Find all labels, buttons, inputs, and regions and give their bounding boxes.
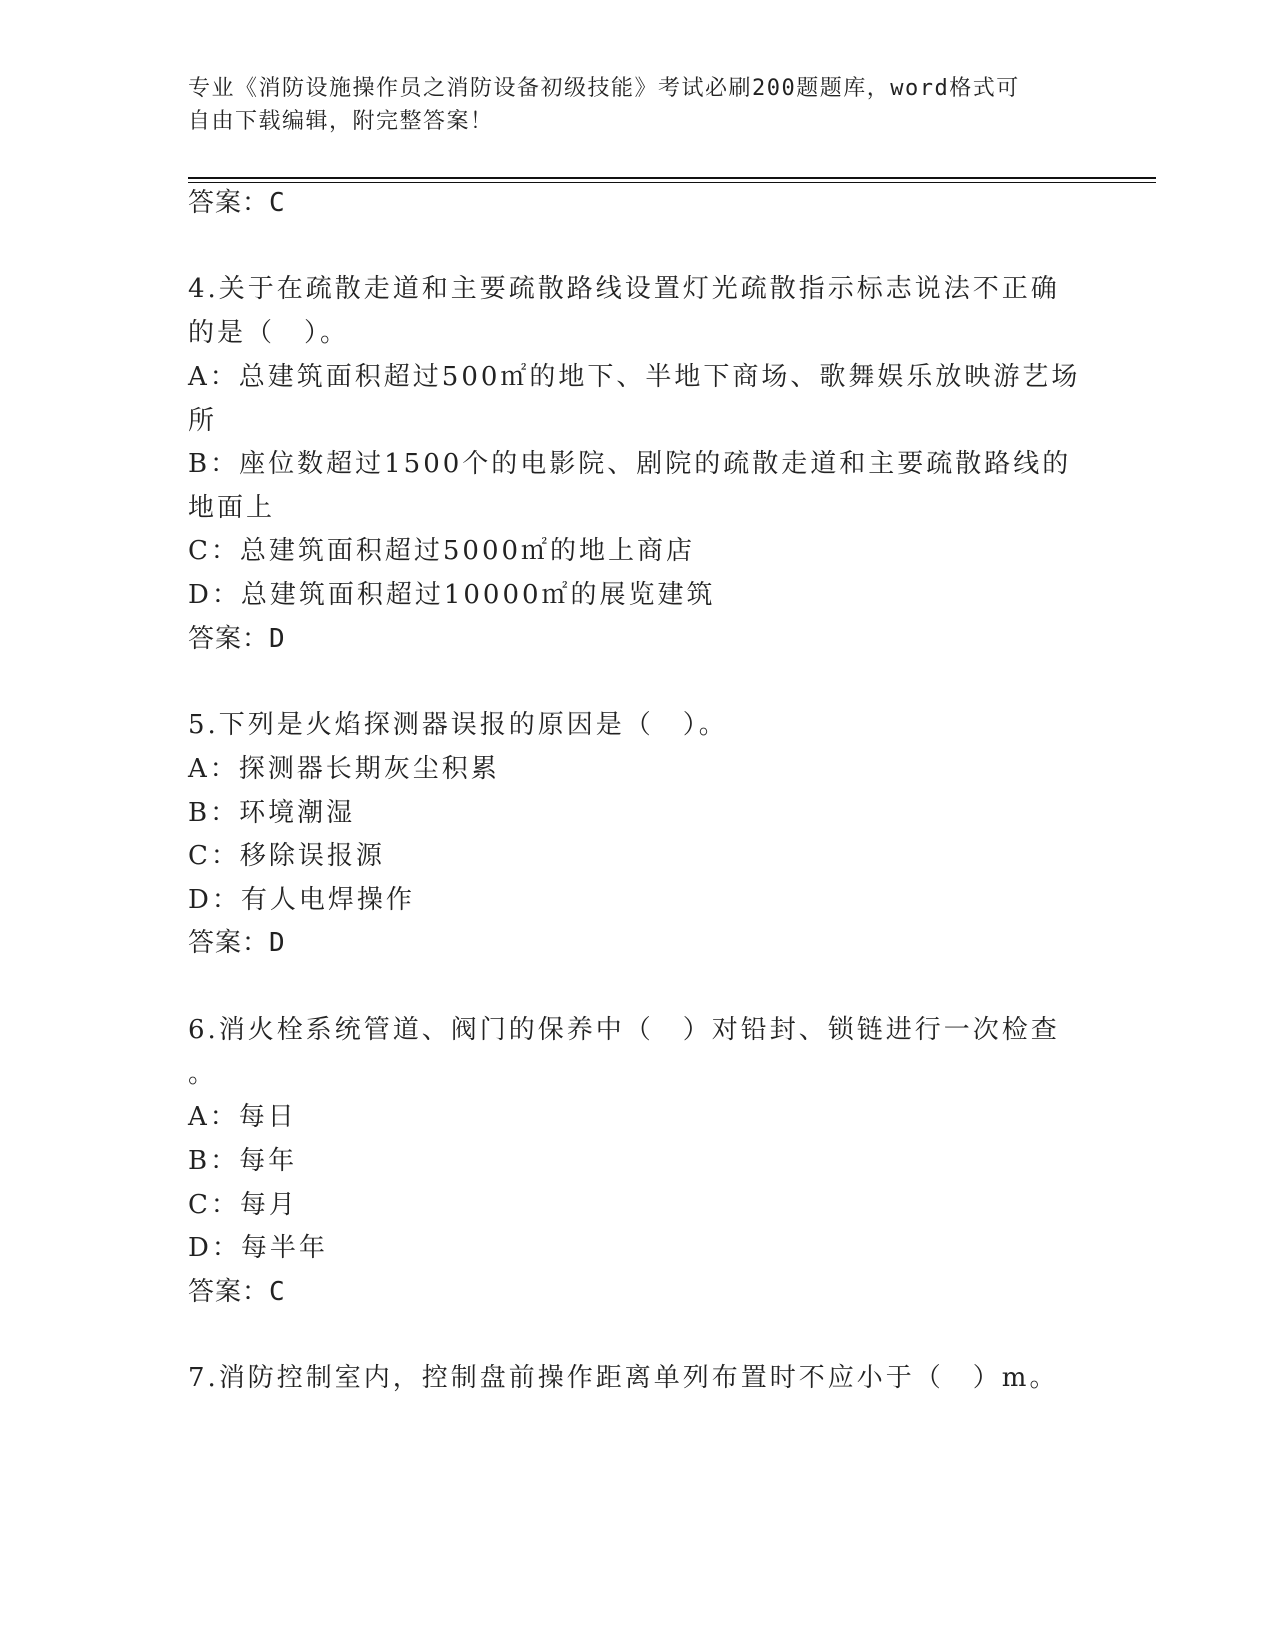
question-4-option-b: B：座位数超过1500个的电影院、剧院的疏散走道和主要疏散路线的 [188,449,1072,479]
question-4-option-c: C：总建筑面积超过5000㎡的地上商店 [188,536,696,566]
question-5-option-b: B：环境潮湿 [188,798,356,828]
question-7-stem: 7.消防控制室内，控制盘前操作距离单列布置时不应小于（ ）m。 [188,1363,1059,1393]
question-6-option-c: C：每月 [188,1190,298,1220]
question-4-stem-line-2: 的是（ ）。 [188,318,350,348]
header-line-2: 自由下载编辑，附完整答案！ [188,109,494,134]
question-4-stem-line-1: 4.关于在疏散走道和主要疏散路线设置灯光疏散指示标志说法不正确 [188,274,1060,304]
question-5-option-d: D：有人电焊操作 [188,885,415,915]
question-5-answer: 答案：D [188,928,286,958]
question-5-option-c: C：移除误报源 [188,841,385,871]
question-5-stem: 5.下列是火焰探测器误报的原因是（ ）。 [188,710,728,740]
question-5-option-a: A：探测器长期灰尘积累 [188,754,500,784]
question-6-option-d: D：每半年 [188,1233,328,1263]
question-6-stem-line-2: 。 [188,1059,218,1089]
question-4-option-b-cont: 地面上 [188,493,276,523]
question-4-option-d: D：总建筑面积超过10000㎡的展览建筑 [188,580,716,610]
question-4-option-a-cont: 所 [188,406,218,436]
question-4-answer: 答案：D [188,624,286,654]
question-6-answer: 答案：C [188,1277,286,1307]
question-4-option-a: A：总建筑面积超过500㎡的地下、半地下商场、歌舞娱乐放映游艺场 [188,362,1081,392]
header-divider-thick [188,177,1156,179]
header-divider-thin [188,182,1156,183]
question-6-option-b: B：每年 [188,1146,298,1176]
question-6-option-a: A：每日 [188,1102,297,1132]
document-header [188,72,1068,138]
previous-answer: 答案：C [188,188,286,218]
question-6-stem-line-1: 6.消火栓系统管道、阀门的保养中（ ）对铅封、锁链进行一次检查 [188,1015,1060,1045]
header-line-1: 专业《消防设施操作员之消防设备初级技能》考试必刷200题题库，word格式可 [188,76,1020,101]
